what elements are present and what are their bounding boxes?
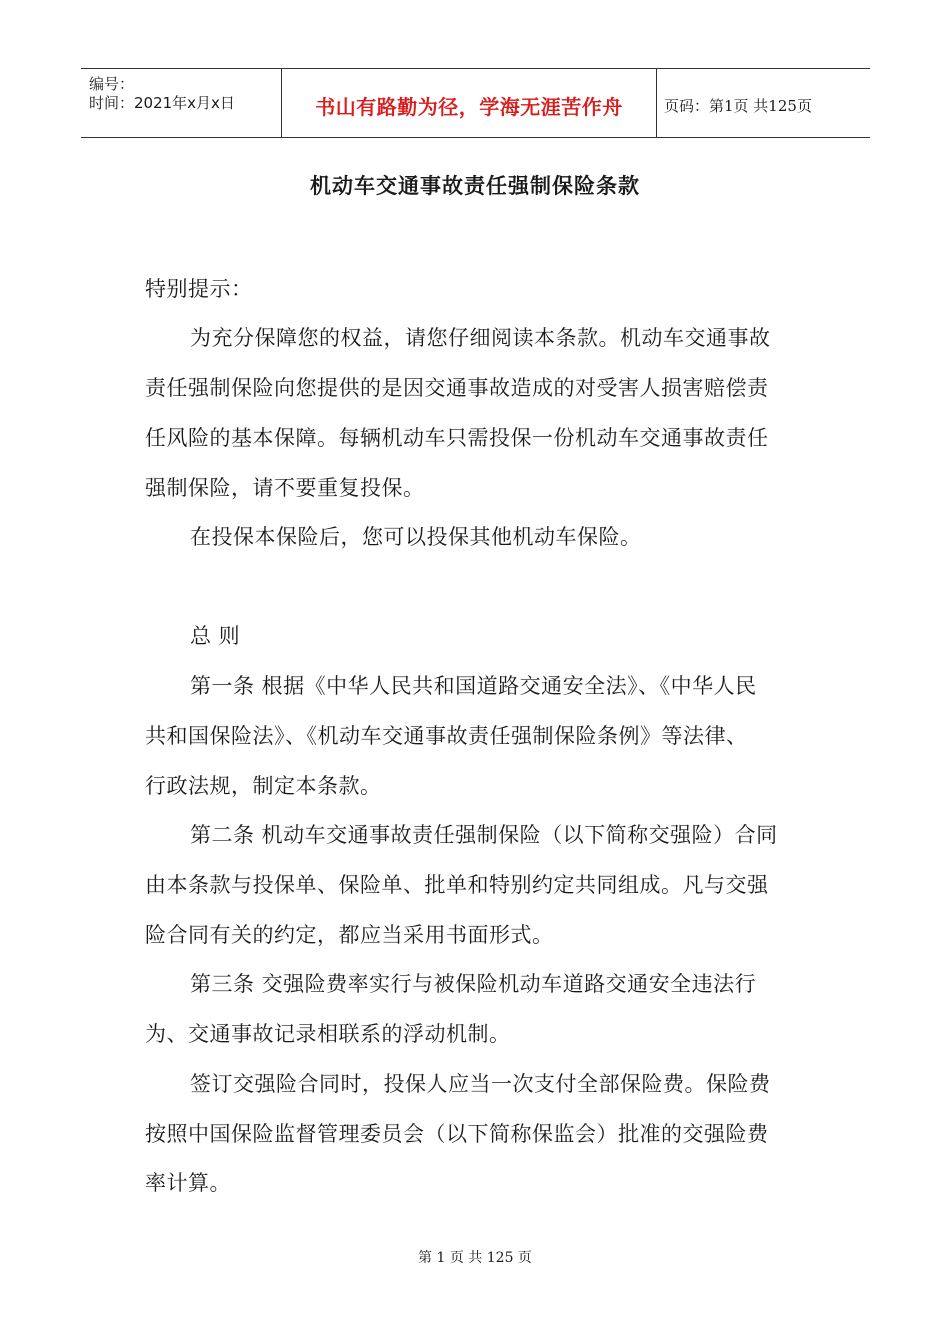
number-label: 编号： xyxy=(89,75,135,93)
article-line: 行政法规，制定本条款。 xyxy=(145,774,382,798)
paragraph-line: 责任强制保险向您提供的是因交通事故造成的对受害人损害赔偿责 xyxy=(145,376,769,400)
document-title: 机动车交通事故责任强制保险条款 xyxy=(310,173,640,198)
paragraph-line: 强制保险，请不要重复投保。 xyxy=(145,476,425,500)
header-page-cell xyxy=(656,69,870,137)
article-line: 按照中国保险监督管理委员会（以下简称保监会）批准的交强险费 xyxy=(145,1122,769,1146)
section-heading: 总 则 xyxy=(190,624,241,648)
article-line: 签订交强险合同时，投保人应当一次支付全部保险费。保险费 xyxy=(190,1072,771,1096)
article-line: 由本条款与投保单、保险单、批单和特别约定共同组成。凡与交强 xyxy=(145,873,769,897)
document-header xyxy=(81,68,870,138)
time-label: 时间：2021年x月x日 xyxy=(89,94,235,112)
article-line: 险合同有关的约定，都应当采用书面形式。 xyxy=(145,923,554,947)
article-line: 第三条 交强险费率实行与被保险机动车道路交通安全违法行 xyxy=(190,972,757,996)
paragraph-line: 在投保本保险后，您可以投保其他机动车保险。 xyxy=(190,525,642,549)
motto: 书山有路勤为径，学海无涯苦作舟 xyxy=(315,95,623,119)
article-line: 第二条 机动车交通事故责任强制保险（以下简称交强险）合同 xyxy=(190,823,778,847)
article-line: 共和国保险法》、《机动车交通事故责任强制保险条例》等法律、 xyxy=(145,724,748,748)
article-line: 第一条 根据《中华人民共和国道路交通安全法》、《中华人民 xyxy=(190,674,757,698)
page-footer: 第 1 页 共 125 页 xyxy=(418,1250,532,1266)
paragraph-line: 任风险的基本保障。每辆机动车只需投保一份机动车交通事故责任 xyxy=(145,426,769,450)
header-motto-cell xyxy=(281,69,657,137)
page-info: 页码：第1页 共125页 xyxy=(664,97,812,115)
header-meta-cell xyxy=(81,69,281,137)
article-line: 为、交通事故记录相联系的浮动机制。 xyxy=(145,1022,511,1046)
article-line: 率计算。 xyxy=(145,1171,231,1195)
special-notice-heading: 特别提示： xyxy=(145,277,253,301)
paragraph-line: 为充分保障您的权益，请您仔细阅读本条款。机动车交通事故 xyxy=(190,326,771,350)
